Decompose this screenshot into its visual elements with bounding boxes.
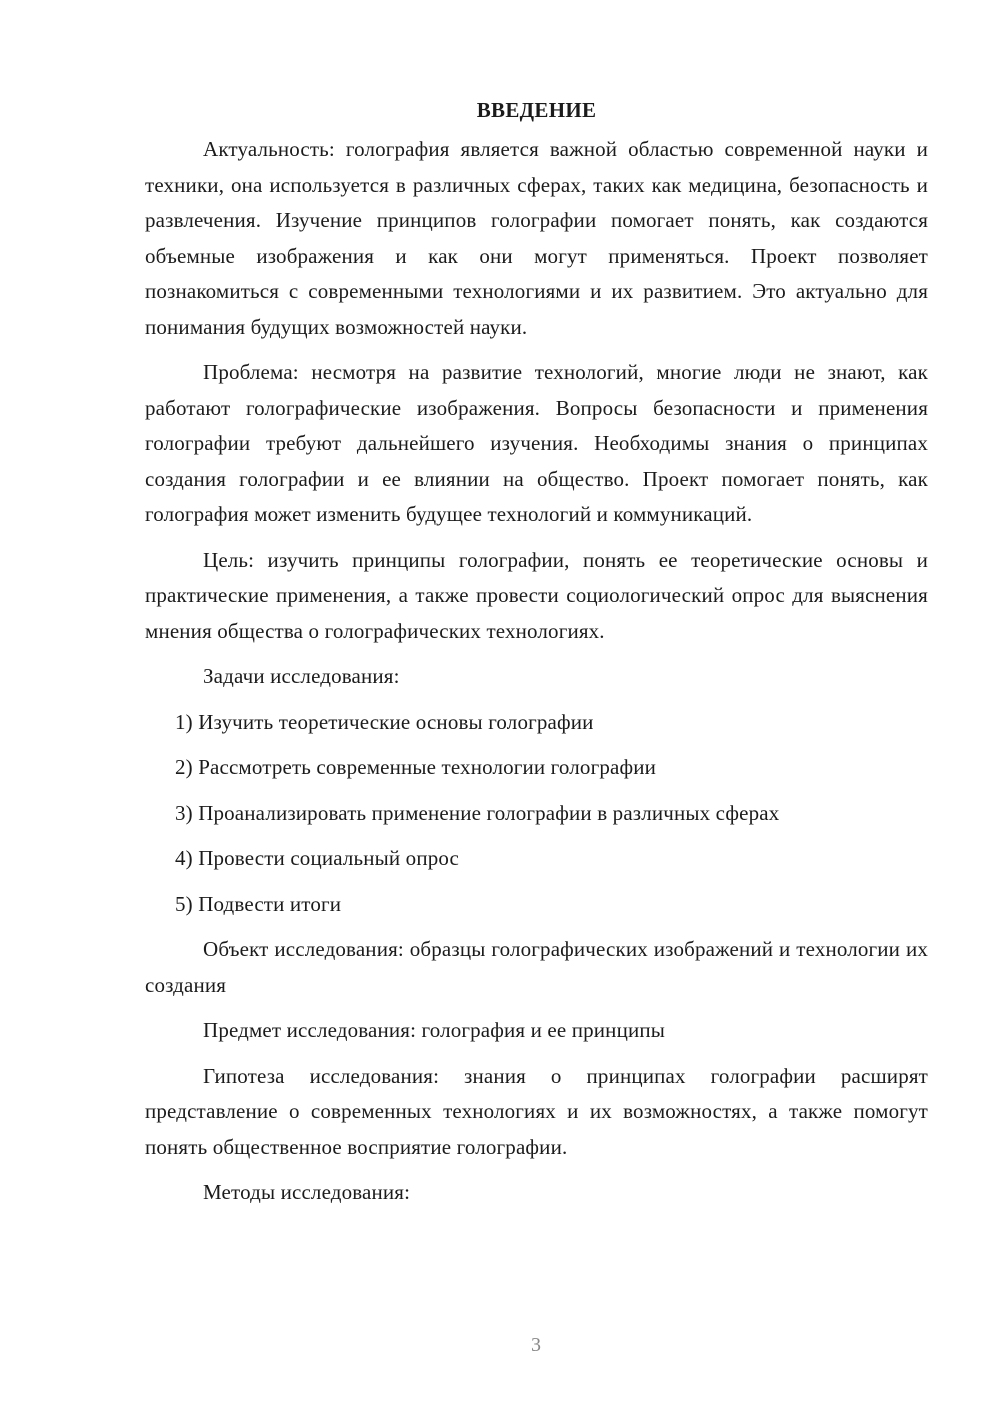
list-item: 2) Рассмотреть современные технологии голографии bbox=[175, 755, 656, 779]
list-item: 3) Проанализировать применение голографии в различных сферах bbox=[175, 800, 780, 825]
document-page bbox=[145, 95, 928, 1221]
paragraph-tasks-heading: Задачи исследования: bbox=[203, 664, 400, 688]
paragraph-relevance: Актуальность: голография является важной областью современной науки и техники, она используется в различных сферах, таких как медицина, безопасность и развлечения. Изучение принципов голографии помогает понять, как создаются объемные изображения и как они могут применяться. Проект позволяет познакомиться с современными технологиями и их развитием. Это актуально для понимания будущих возможностей науки. bbox=[145, 137, 928, 339]
list-item: 1) Изучить теоретические основы голографии bbox=[175, 709, 594, 734]
list-item: 5) Подвести итоги bbox=[175, 891, 342, 916]
page-title: ВВЕДЕНИЕ bbox=[476, 98, 597, 122]
paragraph-object: Объект исследования: образцы голографических изображений и технологии их создания bbox=[145, 937, 928, 997]
paragraph-methods: Методы исследования: bbox=[203, 1180, 411, 1204]
page-number: 3 bbox=[531, 1334, 541, 1356]
paragraph-problem: Проблема: несмотря на развитие технологий, многие люди не знают, как работают голографические изображения. Вопросы безопасности и применения голографии требуют дальнейшего изучения. Необходимы знания о принципах создания голографии и ее влиянии на общество. Проект помогает понять, как голография может изменить будущее технологий и коммуникаций. bbox=[145, 360, 928, 526]
paragraph-subject: Предмет исследования: голография и ее принципы bbox=[203, 1018, 665, 1042]
paragraph-hypothesis: Гипотеза исследования: знания о принципах голографии расширят представление о современных технологиях и их возможностях, а также помогут понять общественное восприятие голографии. bbox=[145, 1063, 928, 1159]
paragraph-goal: Цель: изучить принципы голографии, понять ее теоретические основы и практические применения, а также провести социологический опрос для выяснения мнения общества о голографических технологиях. bbox=[145, 547, 928, 643]
task-list bbox=[145, 705, 928, 923]
list-item: 4) Провести социальный опрос bbox=[175, 846, 460, 870]
